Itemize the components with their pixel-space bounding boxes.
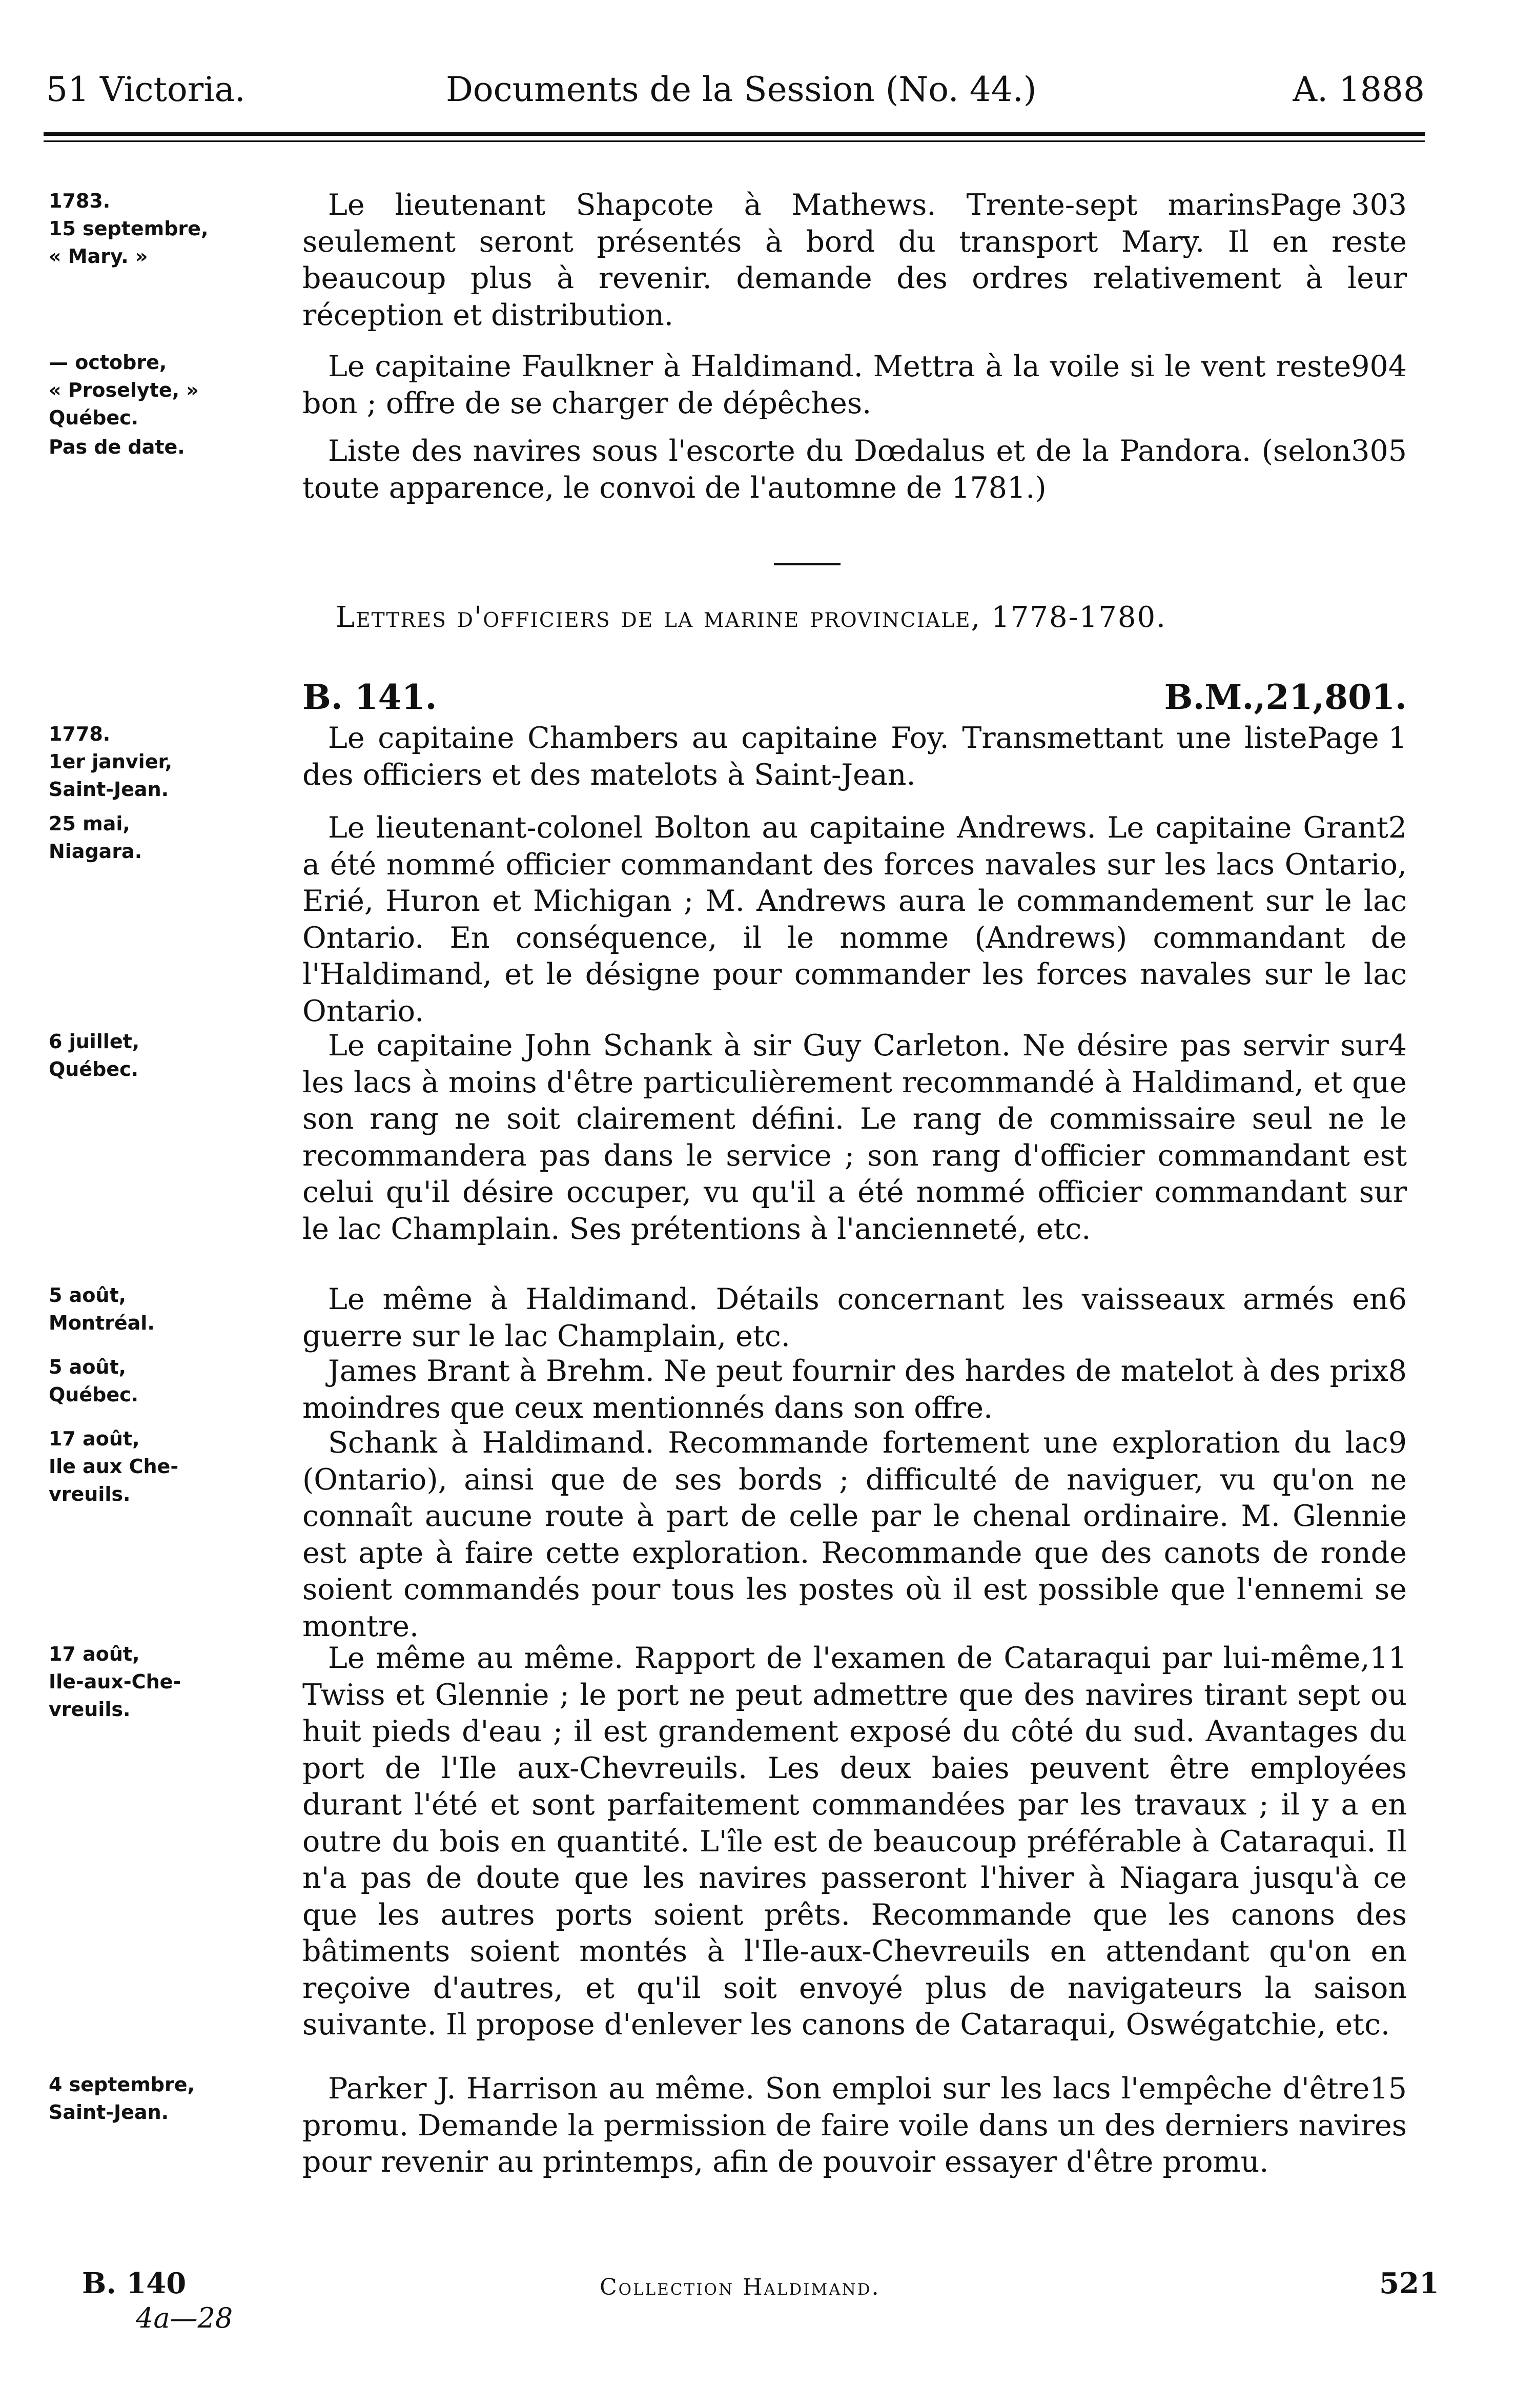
entry-text (302, 720, 1407, 793)
entry-description: Le lieutenant-colonel Bolton au capitaine Andrews. Le capitaine Grant a été nommé officier commandant des forces navales sur les lacs Ontario, Erié, Huron et Michigan ; M. Andrews aura le commandement sur le lac Ontario. En conséquence, il le nomme (Andrews) commandant de l'Haldimand, et le désigne pour commander les forces navales sur le lac Ontario. (302, 811, 1407, 1028)
header-title: Documents de la Session (No. 44.) (446, 70, 1037, 109)
entry-text (302, 1281, 1407, 1355)
entry-margin-date: — octobre, « Proselyte, » Québec. (49, 351, 199, 429)
series-number: B. 141. (302, 677, 437, 717)
entry-margin-date: 6 juillet, Québec. (49, 1030, 140, 1080)
entry-page-ref: 15 (1369, 2072, 1407, 2106)
entry-page-ref: 8 (1388, 1354, 1407, 1388)
entry-description: Le capitaine Faulkner à Haldimand. Mettra à la voile si le vent reste bon ; offre de se charger de dépêches. (302, 350, 1351, 420)
entry-margin-date: 4 septembre, Saint-Jean. (49, 2073, 195, 2124)
entry-description: Parker J. Harrison au même. Son emploi sur les lacs l'empêche d'être promu. Demande la permission de faire voile dans un des derniers navires pour revenir au printemps, afin de pouvoir essayer d'être promu. (302, 2072, 1407, 2179)
entry-page-ref: Page 1 (1307, 721, 1407, 755)
entry-margin-date: Pas de date. (49, 436, 185, 458)
entry-page-ref: Page 303 (1270, 188, 1407, 222)
footer-series: B. 140 (82, 2267, 187, 2300)
entry-page-ref: 4 (1388, 1029, 1407, 1063)
page-footer (0, 2266, 1516, 2337)
header-volume: 51 Victoria. (46, 70, 245, 109)
entry-page-ref: 305 (1351, 434, 1407, 468)
entry-text (302, 349, 1407, 422)
entry-margin-date: 25 mai, Niagara. (49, 812, 142, 863)
entry-text (302, 187, 1407, 334)
entry-description: Schank à Haldimand. Recommande fortement une exploration du lac (Ontario), ainsi que de ses bords ; difficulté de naviguer, vu qu'on ne connaît aucune route à part de celle par le chenal ordinaire. M. Glennie est apte à faire cette exploration. Recommande que des canots de ronde soient commandés pour tous les postes où il est possible que l'ennemi se montre. (302, 1426, 1407, 1643)
entry-description: Le capitaine Chambers au capitaine Foy. Transmettant une liste des officiers et des matelots à Saint-Jean. (302, 721, 1307, 792)
entry-page-ref: 2 (1388, 811, 1407, 845)
entry-text (302, 433, 1407, 506)
entry-description: Liste des navires sous l'escorte du Dœdalus et de la Pandora. (selon toute apparence, le convoi de l'automne de 1781.) (302, 434, 1351, 505)
entry-margin-date: 5 août, Québec. (49, 1356, 139, 1406)
entry-margin-date: 5 août, Montréal. (49, 1284, 155, 1334)
section-separator (774, 563, 841, 565)
entry-description: Le lieutenant Shapcote à Mathews. Trente-sept marins seulement seront présentés à bord du transport Mary. Il en reste beaucoup plus à revenir. demande des ordres relativement à leur réception et distribution. (302, 188, 1407, 332)
running-header (46, 67, 1425, 113)
footer-signature: 4a—28 (136, 2302, 233, 2334)
entry-page-ref: 11 (1369, 1641, 1407, 1675)
entry-page-ref: 6 (1388, 1282, 1407, 1316)
entry-text (302, 2071, 1407, 2181)
entry-margin-date: 17 août, Ile-aux-Che- vreuils. (49, 1643, 181, 1721)
entry-margin-date: 1778. 1er janvier, Saint-Jean. (49, 723, 173, 801)
entry-description: James Brant à Brehm. Ne peut fournir des hardes de matelot à des prix moindres que ceux mentionnés dans son offre. (302, 1354, 1388, 1425)
entry-page-ref: 9 (1388, 1426, 1407, 1460)
british-museum-reference: B.M.,21,801. (1164, 677, 1407, 717)
entry-text (302, 1028, 1407, 1248)
entry-page-ref: 904 (1351, 350, 1407, 383)
header-year: A. 1888 (1293, 70, 1425, 109)
entry-text (302, 1425, 1407, 1645)
series-reference-row (302, 674, 1407, 720)
header-rule-thin (44, 140, 1425, 142)
header-rule-thick (44, 132, 1425, 136)
entry-text (302, 1640, 1407, 2044)
entry-description: Le même au même. Rapport de l'examen de Cataraqui par lui-même, Twiss et Glennie ; le port ne peut admettre que des navires tirant sept ou huit pieds d'eau ; il est grandement exposé du côté du sud. Avantages du port de l'Ile aux-Chevreuils. Les deux baies peuvent être employées durant l'été et sont parfaitement commandées par les travaux ; il y a en outre du bois en quantité. L'île est de beaucoup préférable à Cataraqui. Il n'a pas de doute que les navires passeront l'hiver à Niagara jusqu'à ce que les autres ports soient prêts. Recommande que les canons des bâtiments soient montés à l'Ile-aux-Chevreuils en attendant qu'on en reçoive d'autres, et qu'il soit envoyé plus de navigateurs la saison suivante. Il propose d'enlever les canons de Cataraqui, Oswégatchie, etc. (302, 1641, 1407, 2042)
entry-description: Le même à Haldimand. Détails concernant les vaisseaux armés en guerre sur le lac Champlain, etc. (302, 1282, 1388, 1353)
entry-margin-date: 17 août, Ile aux Che- vreuils. (49, 1427, 179, 1505)
entry-text (302, 810, 1407, 1030)
footer-collection: Collection Haldimand. (600, 2274, 880, 2300)
entry-margin-date: 1783. 15 septembre, « Mary. » (49, 190, 209, 268)
entry-description: Le capitaine John Schank à sir Guy Carleton. Ne désire pas servir sur les lacs à moins d'être particulièrement recommandé à Haldimand, et que son rang ne soit clairement défini. Le rang de commissaire seul ne le recommandera pas dans le service ; son rang d'officier commandant est celui qu'il désire occuper, vu qu'il a été nommé officier commandant sur le lac Champlain. Ses prétentions à l'ancienneté, etc. (302, 1029, 1407, 1246)
page-number: 521 (1379, 2267, 1439, 2300)
entry-text (302, 1353, 1407, 1426)
section-title: Lettres d'officiers de la marine provinciale, 1778-1780. (336, 601, 1166, 634)
